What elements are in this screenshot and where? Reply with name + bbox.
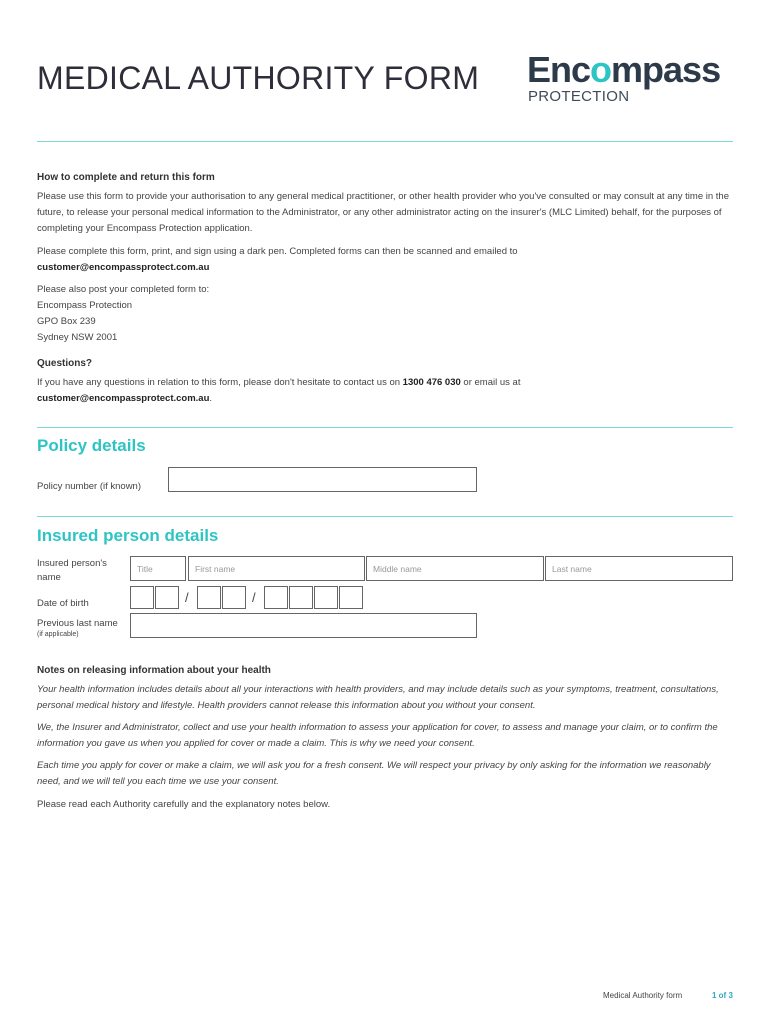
dob-year-digit[interactable]: [339, 586, 363, 609]
questions-text-a: If you have any questions in relation to this form, please don't hesitate to contact us on: [37, 377, 403, 388]
questions-heading: Questions?: [37, 358, 93, 369]
previous-last-name-field[interactable]: [130, 613, 477, 638]
title-field[interactable]: [130, 556, 186, 581]
questions-paragraph: [37, 375, 733, 407]
section-divider: [37, 427, 733, 428]
insured-name-label: Insured person's name: [37, 558, 107, 583]
questions-text-b: or email us at: [460, 377, 521, 388]
dob-month-digit[interactable]: [197, 586, 221, 609]
last-name-placeholder: Last name: [552, 564, 592, 574]
how-to-heading: How to complete and return this form: [37, 172, 215, 183]
middle-name-field[interactable]: [366, 556, 544, 581]
address-line: GPO Box 239: [37, 316, 96, 327]
notes-paragraph-4: Please read each Authority carefully and the explanatory notes below.: [37, 799, 331, 810]
header-divider: [37, 141, 733, 142]
intro-paragraph-1: Please use this form to provide your authorisation to any general medical practitioner, or other health provider who you've consulted or may consult at any time in the future, to release your personal medical information to the Administrator, or any other administrator acting on the insurer's (MLC Limited) behalf, for the purposes of completing your Encompass Protection application.: [37, 191, 729, 234]
dob-separator: /: [252, 590, 256, 605]
policy-number-field[interactable]: [168, 467, 477, 492]
questions-email-link[interactable]: customer@encompassprotect.com.au: [37, 393, 210, 404]
title-placeholder: Title: [137, 564, 153, 574]
logo-text-b: mpass: [611, 49, 721, 90]
logo-o: o: [590, 49, 612, 90]
notes-paragraph-2: We, the Insurer and Administrator, collect and use your health information to assess your application for cover, to assess and manage your claim, or to confirm the information you gave us when you applied for cover or made a claim. This is why we need your consent.: [37, 722, 718, 749]
phone-number: 1300 476 030: [402, 377, 461, 388]
period: .: [209, 393, 213, 404]
page-number: 1 of 3: [712, 991, 733, 1000]
encompass-logo: [527, 49, 720, 91]
dob-label: Date of birth: [37, 598, 89, 609]
email-link[interactable]: customer@encompassprotect.com.au: [37, 262, 210, 273]
last-name-field[interactable]: [545, 556, 733, 581]
middle-name-placeholder: Middle name: [373, 564, 422, 574]
page-title: MEDICAL AUTHORITY FORM: [37, 60, 480, 96]
address-line: Sydney NSW 2001: [37, 332, 118, 343]
intro-paragraph-2: [37, 244, 733, 276]
post-intro: Please also post your completed form to:: [37, 284, 210, 295]
dob-year-digit[interactable]: [289, 586, 313, 609]
notes-paragraph-3: Each time you apply for cover or make a claim, we will ask you for a fresh consent. We will respect your privacy by only asking for the information we reasonably need, and we will tell you each time we use your consent.: [37, 760, 711, 787]
dob-year-digit[interactable]: [264, 586, 288, 609]
insured-details-heading: Insured person details: [37, 526, 219, 545]
intro-paragraph-2-text: Please complete this form, print, and sign using a dark pen. Completed forms can then be scanned and emailed to: [37, 246, 518, 257]
dob-day-digit[interactable]: [130, 586, 154, 609]
post-address-block: [37, 282, 733, 346]
address-line: Encompass Protection: [37, 300, 133, 311]
dob-separator: /: [185, 590, 189, 605]
notes-heading: Notes on releasing information about your health: [37, 665, 271, 676]
policy-number-label: Policy number (if known): [37, 481, 142, 492]
dob-day-digit[interactable]: [155, 586, 179, 609]
notes-paragraph-1: Your health information includes details about all your interactions with health providers, and may include details such as your symptoms, treatment, consultations, personal medical history and lifestyle. Health providers cannot release this information about you without your consent.: [37, 684, 719, 711]
dob-month-digit[interactable]: [222, 586, 246, 609]
previous-last-name-sublabel: (if applicable): [37, 631, 79, 638]
footer-label: Medical Authority form: [603, 991, 683, 1000]
first-name-field[interactable]: [188, 556, 365, 581]
previous-last-name-label: Previous last name: [37, 618, 118, 629]
policy-details-heading: Policy details: [37, 436, 146, 455]
section-divider: [37, 516, 733, 517]
logo-text-a: Enc: [527, 49, 591, 90]
dob-year-digit[interactable]: [314, 586, 338, 609]
first-name-placeholder: First name: [195, 564, 236, 574]
logo-subtitle: PROTECTION: [528, 88, 630, 105]
